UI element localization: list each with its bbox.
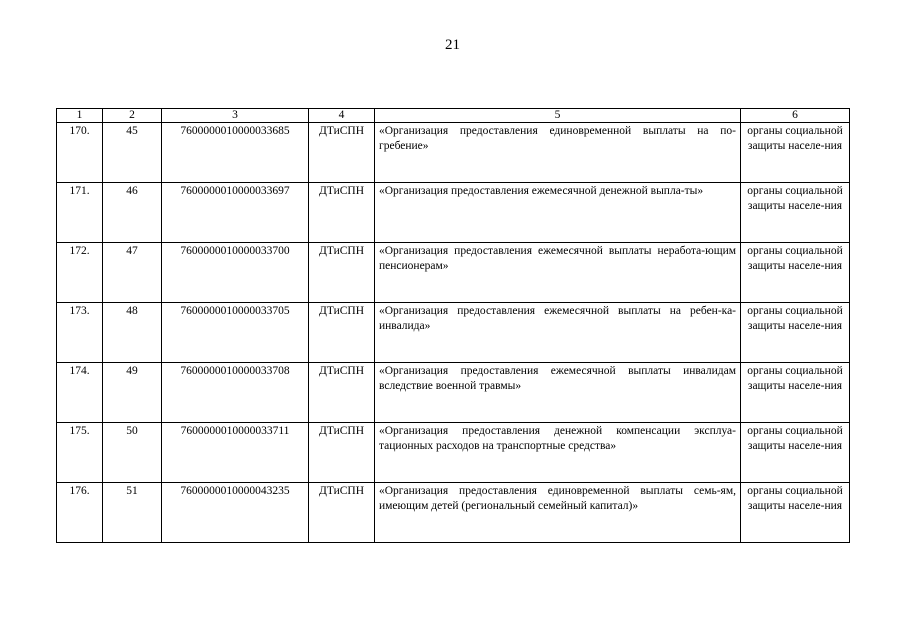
service-name: «Организация предоставления ежемесячной денежной выпла-ты» bbox=[375, 183, 741, 243]
column-header: 4 bbox=[309, 109, 375, 123]
table-row bbox=[57, 483, 850, 543]
table-row bbox=[57, 363, 850, 423]
service-code: 7600000010000033711 bbox=[162, 423, 309, 483]
page-number: 21 bbox=[445, 37, 460, 53]
column-header: 2 bbox=[103, 109, 162, 123]
table-header-row bbox=[57, 109, 850, 123]
service-code: 7600000010000033697 bbox=[162, 183, 309, 243]
row-number: 171. bbox=[57, 183, 103, 243]
department: ДТиСПН bbox=[309, 363, 375, 423]
services-table bbox=[56, 108, 850, 543]
department: ДТиСПН bbox=[309, 303, 375, 363]
service-name: «Организация предоставления единовременной выплаты на по-гребение» bbox=[375, 123, 741, 183]
row-index: 51 bbox=[103, 483, 162, 543]
service-name: «Организация предоставления денежной компенсации эксплуа-тационных расходов на транспортные средства» bbox=[375, 423, 741, 483]
row-number: 174. bbox=[57, 363, 103, 423]
department: ДТиСПН bbox=[309, 123, 375, 183]
column-header: 6 bbox=[741, 109, 850, 123]
service-code: 7600000010000033700 bbox=[162, 243, 309, 303]
department: ДТиСПН bbox=[309, 423, 375, 483]
row-index: 49 bbox=[103, 363, 162, 423]
column-header: 1 bbox=[57, 109, 103, 123]
row-index: 50 bbox=[103, 423, 162, 483]
responsible-organization: органы социальной защиты населе-ния bbox=[741, 363, 850, 423]
service-name: «Организация предоставления ежемесячной выплаты на ребен-ка-инвалида» bbox=[375, 303, 741, 363]
department: ДТиСПН bbox=[309, 183, 375, 243]
department: ДТиСПН bbox=[309, 243, 375, 303]
column-header: 3 bbox=[162, 109, 309, 123]
responsible-organization: органы социальной защиты населе-ния bbox=[741, 123, 850, 183]
department: ДТиСПН bbox=[309, 483, 375, 543]
row-number: 170. bbox=[57, 123, 103, 183]
responsible-organization: органы социальной защиты населе-ния bbox=[741, 243, 850, 303]
responsible-organization: органы социальной защиты населе-ния bbox=[741, 303, 850, 363]
responsible-organization: органы социальной защиты населе-ния bbox=[741, 183, 850, 243]
service-name: «Организация предоставления ежемесячной выплаты неработа-ющим пенсионерам» bbox=[375, 243, 741, 303]
service-code: 7600000010000033705 bbox=[162, 303, 309, 363]
row-number: 175. bbox=[57, 423, 103, 483]
table-row bbox=[57, 123, 850, 183]
table-row bbox=[57, 303, 850, 363]
service-code: 7600000010000033708 bbox=[162, 363, 309, 423]
table-row bbox=[57, 243, 850, 303]
row-number: 172. bbox=[57, 243, 103, 303]
row-index: 47 bbox=[103, 243, 162, 303]
column-header: 5 bbox=[375, 109, 741, 123]
row-number: 173. bbox=[57, 303, 103, 363]
row-index: 46 bbox=[103, 183, 162, 243]
service-code: 7600000010000033685 bbox=[162, 123, 309, 183]
responsible-organization: органы социальной защиты населе-ния bbox=[741, 423, 850, 483]
row-index: 48 bbox=[103, 303, 162, 363]
service-name: «Организация предоставления ежемесячной выплаты инвалидам вследствие военной травмы» bbox=[375, 363, 741, 423]
responsible-organization: органы социальной защиты населе-ния bbox=[741, 483, 850, 543]
table-row bbox=[57, 423, 850, 483]
row-number: 176. bbox=[57, 483, 103, 543]
service-code: 7600000010000043235 bbox=[162, 483, 309, 543]
service-name: «Организация предоставления единовременной выплаты семь-ям, имеющим детей (региональный семейный капитал)» bbox=[375, 483, 741, 543]
table-row bbox=[57, 183, 850, 243]
row-index: 45 bbox=[103, 123, 162, 183]
